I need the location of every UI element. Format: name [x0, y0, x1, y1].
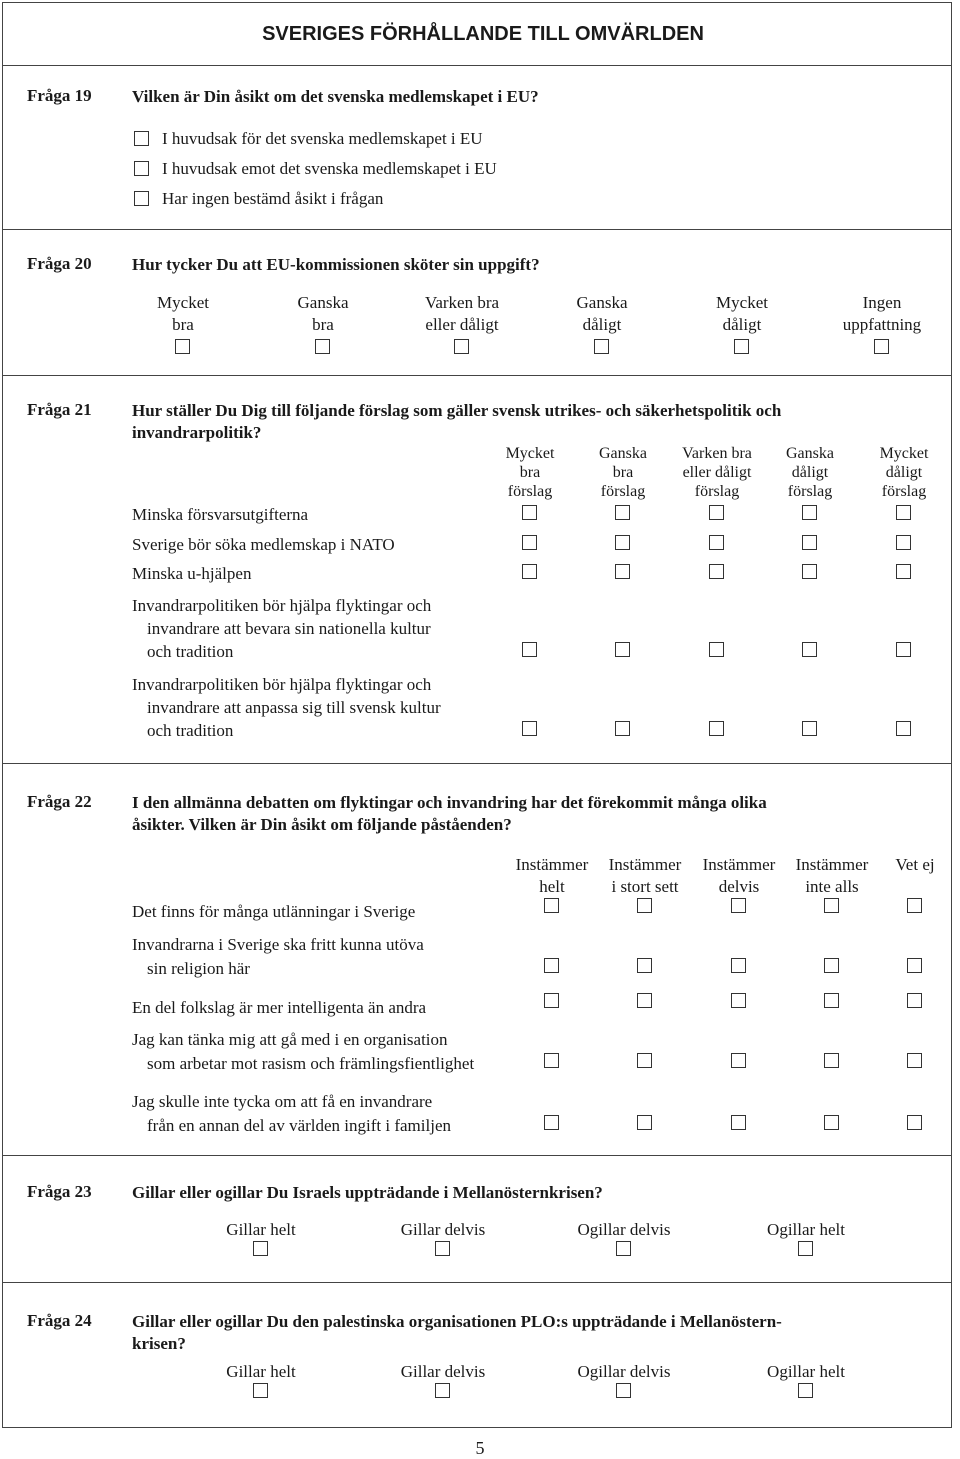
q23-scale-label-4: Ogillar helt — [767, 1220, 845, 1239]
q20-scale-checkbox-3[interactable] — [454, 339, 469, 354]
q22-item-2-checkbox-1[interactable] — [544, 958, 559, 973]
q19-option-1-checkbox[interactable] — [134, 131, 149, 146]
q20-scale-checkbox-6[interactable] — [874, 339, 889, 354]
q20-scale-label-4 — [537, 292, 667, 336]
q20-scale-label-4-line-2: dåligt — [582, 315, 622, 334]
q22-item-5-checkbox-2[interactable] — [637, 1115, 652, 1130]
q20-scale-label-6 — [817, 292, 947, 336]
q23-scale-checkbox-2[interactable] — [435, 1241, 450, 1256]
q23-label: Fråga 23 — [27, 1182, 92, 1201]
q22-item-5-text-line-1: Jag skulle inte tycka om att få en invandrare — [132, 1092, 433, 1111]
q24-question-line-1: Gillar eller ogillar Du den palestinska organisationen PLO:s uppträdande i Mellanöstern- — [132, 1312, 782, 1331]
q22-item-4-checkbox-2[interactable] — [637, 1053, 652, 1068]
q21-item-4-text-line-1: Invandrarpolitiken bör hjälpa flyktingar och — [132, 596, 432, 615]
q20-scale-label-6-line-1: Ingen — [862, 293, 902, 312]
q23-scale-checkbox-4[interactable] — [798, 1241, 813, 1256]
q19-option-1-label: I huvudsak för det svenska medlemskapet i EU — [162, 129, 483, 148]
q19-option-2-label: I huvudsak emot det svenska medlemskapet i EU — [162, 159, 497, 178]
q19-option-3-checkbox[interactable] — [134, 191, 149, 206]
q21-label: Fråga 21 — [27, 400, 92, 419]
q24-question — [132, 1311, 922, 1355]
q22-scale-label-5-line-2: Vet ej — [895, 855, 935, 874]
q22-scale-label-5 — [865, 854, 960, 876]
q24-scale-checkbox-1[interactable] — [253, 1383, 268, 1398]
q21-item-3-checkbox-2[interactable] — [615, 564, 630, 579]
q22-item-1-checkbox-1[interactable] — [544, 898, 559, 913]
page-number: 5 — [475, 1438, 485, 1458]
q20-scale-label-2-line-1: Ganska — [297, 293, 349, 312]
q21-scale-label-4-line-1: Ganska — [786, 445, 834, 462]
q21-scale-label-2-line-3: förslag — [600, 483, 646, 500]
q22-item-3-checkbox-2[interactable] — [637, 993, 652, 1008]
q23-scale-checkbox-1[interactable] — [253, 1241, 268, 1256]
q20-scale-label-4-line-1: Ganska — [576, 293, 628, 312]
q21-item-1-checkbox-5[interactable] — [896, 505, 911, 520]
q19-option-2-checkbox[interactable] — [134, 161, 149, 176]
q21-item-4-text-line-3: och tradition — [147, 642, 234, 661]
q20-scale-checkbox-1[interactable] — [175, 339, 190, 354]
q22-item-2-checkbox-2[interactable] — [637, 958, 652, 973]
q22-scale-label-1-line-2: helt — [539, 877, 565, 896]
q21-item-2-text-line-1: Sverige bör söka medlemskap i NATO — [132, 535, 395, 554]
q21-item-4-checkbox-3[interactable] — [709, 642, 724, 657]
q22-item-2-checkbox-4[interactable] — [824, 958, 839, 973]
q21-item-5-checkbox-5[interactable] — [896, 721, 911, 736]
q21-scale-label-5-line-3: förslag — [881, 483, 927, 500]
q24-scale-checkbox-3[interactable] — [616, 1383, 631, 1398]
q23-scale-label-2: Gillar delvis — [400, 1220, 486, 1239]
q21-item-5-checkbox-2[interactable] — [615, 721, 630, 736]
q21-scale-label-1-line-3: förslag — [507, 483, 553, 500]
q22-item-3-checkbox-3[interactable] — [731, 993, 746, 1008]
q21-scale-label-5-line-1: Mycket — [879, 445, 929, 462]
q22-item-2-checkbox-3[interactable] — [731, 958, 746, 973]
q24-label: Fråga 24 — [27, 1311, 92, 1330]
divider — [3, 1155, 951, 1156]
q22-item-4-checkbox-5[interactable] — [907, 1053, 922, 1068]
q20-scale-label-2-line-2: bra — [312, 315, 334, 334]
q22-scale-label-4-line-1: Instämmer — [795, 855, 869, 874]
q22-item-2-text-line-1: Invandrarna i Sverige ska fritt kunna utöva — [132, 935, 424, 954]
q22-item-5-text-line-2: från en annan del av världen ingift i familjen — [147, 1116, 451, 1135]
q21-scale-label-5 — [854, 444, 954, 501]
q21-scale-label-4-line-3: förslag — [787, 483, 833, 500]
q20-scale-label-5 — [677, 292, 807, 336]
q21-item-4-checkbox-4[interactable] — [802, 642, 817, 657]
q22-scale-label-3 — [689, 854, 789, 898]
q22-item-4-checkbox-3[interactable] — [731, 1053, 746, 1068]
q21-item-5-text-line-2: invandrare att anpassa sig till svensk kultur — [147, 698, 441, 717]
q21-item-2-checkbox-2[interactable] — [615, 535, 630, 550]
q22-question-line-1: I den allmänna debatten om flyktingar och invandring har det förekommit många olika — [132, 793, 767, 812]
q21-scale-label-5-line-2: dåligt — [885, 464, 923, 481]
q22-item-1-checkbox-5[interactable] — [907, 898, 922, 913]
q21-item-5-checkbox-3[interactable] — [709, 721, 724, 736]
q21-scale-label-3-line-1: Varken bra — [682, 445, 752, 462]
q20-question: Hur tycker Du att EU-kommissionen sköter sin uppgift? — [132, 255, 540, 274]
q20-scale-label-5-line-1: Mycket — [716, 293, 768, 312]
q22-scale-label-3-line-2: delvis — [718, 877, 760, 896]
q21-item-4-checkbox-5[interactable] — [896, 642, 911, 657]
q22-item-2-checkbox-5[interactable] — [907, 958, 922, 973]
q20-scale-label-1 — [118, 292, 248, 336]
q21-question-line-1: Hur ställer Du Dig till följande förslag som gäller svensk utrikes- och säkerhetspolitik och — [132, 401, 782, 420]
q22-label: Fråga 22 — [27, 792, 92, 811]
section-title: SVERIGES FÖRHÅLLANDE TILL OMVÄRLDEN — [262, 23, 704, 45]
q24-scale-checkbox-4[interactable] — [798, 1383, 813, 1398]
q22-item-1-checkbox-2[interactable] — [637, 898, 652, 913]
q21-item-2-checkbox-3[interactable] — [709, 535, 724, 550]
q21-item-3-checkbox-3[interactable] — [709, 564, 724, 579]
q22-item-3-checkbox-5[interactable] — [907, 993, 922, 1008]
q20-scale-checkbox-2[interactable] — [315, 339, 330, 354]
questionnaire-page — [2, 2, 952, 1428]
q22-scale-label-1 — [502, 854, 602, 898]
q20-scale-label-1-line-1: Mycket — [157, 293, 209, 312]
q23-scale-label-3: Ogillar delvis — [577, 1220, 671, 1239]
q21-item-4-text-line-2: invandrare att bevara sin nationella kultur — [147, 619, 431, 638]
q23-question: Gillar eller ogillar Du Israels uppträdande i Mellanösternkrisen? — [132, 1183, 603, 1202]
q24-scale-label-4: Ogillar helt — [767, 1362, 845, 1381]
q22-scale-label-2 — [595, 854, 695, 898]
q21-question — [132, 400, 922, 444]
q22-scale-label-2-line-1: Instämmer — [608, 855, 682, 874]
q21-item-3-checkbox-5[interactable] — [896, 564, 911, 579]
q22-item-5-checkbox-4[interactable] — [824, 1115, 839, 1130]
q19-option-3-label: Har ingen bestämd åsikt i frågan — [162, 189, 384, 208]
q22-item-5-checkbox-1[interactable] — [544, 1115, 559, 1130]
q21-scale-label-2-line-1: Ganska — [599, 445, 647, 462]
divider — [3, 65, 951, 66]
q21-item-5-text-line-3: och tradition — [147, 721, 234, 740]
q21-scale-label-2-line-2: bra — [612, 464, 634, 481]
divider — [3, 763, 951, 764]
q20-scale-label-5-line-2: dåligt — [722, 315, 762, 334]
q21-scale-label-1-line-1: Mycket — [505, 445, 555, 462]
q21-item-5-checkbox-4[interactable] — [802, 721, 817, 736]
q21-question-line-2: invandrarpolitik? — [132, 423, 262, 442]
q21-scale-label-3-line-3: förslag — [694, 483, 740, 500]
q20-scale-checkbox-4[interactable] — [594, 339, 609, 354]
divider — [3, 375, 951, 376]
q24-scale-checkbox-2[interactable] — [435, 1383, 450, 1398]
q21-item-3-text-line-1: Minska u-hjälpen — [132, 564, 252, 583]
divider — [3, 1282, 951, 1283]
q22-question-line-2: åsikter. Vilken är Din åsikt om följande påståenden? — [132, 815, 512, 834]
q21-scale-label-1-line-2: bra — [519, 464, 541, 481]
q24-scale-label-3: Ogillar delvis — [577, 1362, 671, 1381]
q23-scale-checkbox-3[interactable] — [616, 1241, 631, 1256]
q22-scale-label-4-line-2: inte alls — [805, 877, 859, 896]
q21-scale-label-4-line-2: dåligt — [791, 464, 829, 481]
q22-item-1-text-line-1: Det finns för många utlänningar i Sverige — [132, 902, 416, 921]
q22-item-3-checkbox-1[interactable] — [544, 993, 559, 1008]
q22-item-1-checkbox-4[interactable] — [824, 898, 839, 913]
q22-item-3-text-line-1: En del folkslag är mer intelligenta än andra — [132, 998, 427, 1017]
q20-scale-label-3-line-2: eller dåligt — [425, 315, 499, 334]
q22-scale-label-2-line-2: i stort sett — [611, 877, 679, 896]
q22-item-4-checkbox-4[interactable] — [824, 1053, 839, 1068]
q20-scale-label-1-line-2: bra — [172, 315, 194, 334]
q23-scale-label-1: Gillar helt — [226, 1220, 296, 1239]
divider — [3, 229, 951, 230]
q22-item-2-text-line-2: sin religion här — [147, 959, 250, 978]
q21-item-4-checkbox-2[interactable] — [615, 642, 630, 657]
q22-item-4-text-line-2: som arbetar mot rasism och främlingsfientlighet — [147, 1054, 475, 1073]
q21-item-3-checkbox-1[interactable] — [522, 564, 537, 579]
q19-question: Vilken är Din åsikt om det svenska medlemskapet i EU? — [132, 87, 539, 106]
q22-scale-label-1-line-1: Instämmer — [515, 855, 589, 874]
q21-item-1-checkbox-2[interactable] — [615, 505, 630, 520]
q21-scale-label-3 — [667, 444, 767, 501]
q21-item-5-text-line-1: Invandrarpolitiken bör hjälpa flyktingar och — [132, 675, 432, 694]
q21-scale-label-1 — [480, 444, 580, 501]
q22-item-4-checkbox-1[interactable] — [544, 1053, 559, 1068]
q24-scale-label-2: Gillar delvis — [400, 1362, 486, 1381]
q21-item-2-checkbox-4[interactable] — [802, 535, 817, 550]
q20-scale-label-3 — [397, 292, 527, 336]
q24-scale-label-1: Gillar helt — [226, 1362, 296, 1381]
q20-scale-label-6-line-2: uppfattning — [842, 315, 922, 334]
q21-scale-label-3-line-2: eller dåligt — [682, 464, 752, 481]
q22-item-3-checkbox-4[interactable] — [824, 993, 839, 1008]
q21-item-4-checkbox-1[interactable] — [522, 642, 537, 657]
q21-item-1-checkbox-3[interactable] — [709, 505, 724, 520]
q21-item-2-checkbox-1[interactable] — [522, 535, 537, 550]
q20-label: Fråga 20 — [27, 254, 92, 273]
q22-item-5-checkbox-5[interactable] — [907, 1115, 922, 1130]
q21-item-5-checkbox-1[interactable] — [522, 721, 537, 736]
q20-scale-checkbox-5[interactable] — [734, 339, 749, 354]
q22-item-1-checkbox-3[interactable] — [731, 898, 746, 913]
q24-question-line-2: krisen? — [132, 1334, 186, 1353]
q21-item-2-checkbox-5[interactable] — [896, 535, 911, 550]
q20-scale-label-3-line-1: Varken bra — [424, 293, 500, 312]
q21-item-1-checkbox-4[interactable] — [802, 505, 817, 520]
q20-scale-label-2 — [258, 292, 388, 336]
q22-scale-label-3-line-1: Instämmer — [702, 855, 776, 874]
q22-item-5-checkbox-3[interactable] — [731, 1115, 746, 1130]
q21-item-1-checkbox-1[interactable] — [522, 505, 537, 520]
q21-item-1-text-line-1: Minska försvarsutgifterna — [132, 505, 309, 524]
q21-scale-label-4 — [760, 444, 860, 501]
q21-item-3-checkbox-4[interactable] — [802, 564, 817, 579]
q22-question — [132, 792, 922, 836]
q22-item-4-text-line-1: Jag kan tänka mig att gå med i en organisation — [132, 1030, 448, 1049]
q21-scale-label-2 — [573, 444, 673, 501]
q19-label: Fråga 19 — [27, 86, 92, 105]
